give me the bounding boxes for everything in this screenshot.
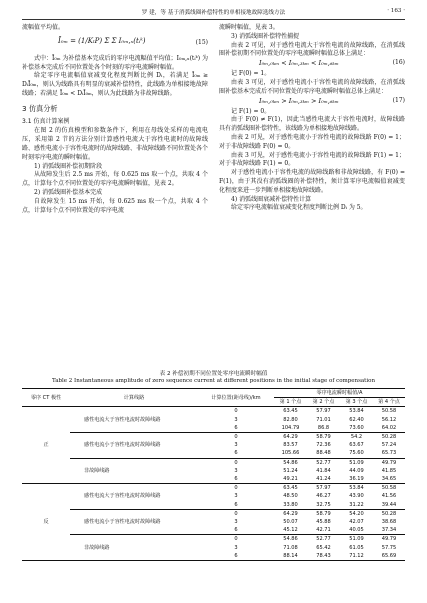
value-cell: 54.86 [274, 458, 307, 467]
value-cell: 61.05 [349, 544, 364, 551]
step-heading: 4) 消弧线圈衰减补偿特性计算 [231, 195, 312, 203]
value-cell: 44.09 [349, 467, 364, 474]
column-header-point-3: 第 3 个点 [340, 398, 373, 407]
value-cell: 65.69 [381, 552, 397, 559]
position-cell: 6 [234, 501, 238, 508]
position-cell: 6 [234, 527, 238, 534]
paragraph: 给定零序电流幅值衰减变化程度判断比例 Dᵢ，若满足 Ī₀ₘ ≥ DᵢĪ₀ₘ，则认为线路具有明显的衰减补偿特性，此线路为单相接地故障线路；若满足 Ī₀ₘ < DᵢĪ₀ₘ，则认为此线路为非故障线路。 [22, 72, 208, 97]
equation-text: I₀ₘ,₀ₖₘ > I₀ₘ,₃ₖₘ > I₀ₘ,₆ₖₘ [259, 96, 339, 105]
value-cell: 58.79 [307, 509, 340, 518]
value-cell: 58.79 [307, 433, 340, 442]
line-cell: 非故障线路 [70, 535, 198, 561]
value-cell: 43.90 [349, 493, 364, 500]
line-cell: 感性电流小于容性电流时故障线路 [70, 433, 198, 459]
paragraph: 在图 2 的仿真模型和参数条件下，利用在母线处采样的电流电压，采用第 2 节的方法分别计算感性电流大于容性电流时的故障线路、感性电流小于容性电流时的故障线路、非故障线路不同位置处各个时刻零序电流的瞬时幅值。 [22, 127, 209, 161]
value-cell: 71.01 [316, 416, 331, 423]
value-cell: 54.20 [340, 509, 373, 518]
paragraph: 由表 2 可见，对于感性电流大于容性电流的故障线路，在消弧线圈补偿初期不同位置处的零序电流瞬时幅值总体上满足： [219, 41, 405, 58]
paragraph: 流幅值平均值。 [22, 24, 65, 31]
page-number: · 163 · [387, 8, 405, 14]
value-cell: 64.29 [274, 433, 307, 442]
value-cell: 57.75 [381, 544, 397, 551]
left-column [22, 24, 208, 215]
position-cell: 3 [234, 544, 238, 551]
paragraph: 从故障发生后 2.5 ms 开始，每 0.625 ms 取一个点，共取 4 个点，计算每个点不同位置处的零序电流瞬时幅值，见表 2。 [22, 171, 208, 188]
value-cell: 42.07 [349, 519, 364, 526]
table-title-en: Table 2 Instantaneous amplitude of zero sequence current at different positions in the initial stage of compensation [51, 378, 375, 384]
value-cell: 72.36 [316, 442, 331, 449]
value-cell: 52.77 [307, 535, 340, 544]
paragraph: 由于 F(0) ≠ F(1)，因此当感性电流大于容性电流时，故障线路具有消弧线圈补偿特性，该线路为单相接地故障线路。 [219, 116, 405, 133]
running-header-title: 罗 建，等 基于消弧线圈补偿特性的单相接地故障选线方法 [141, 10, 286, 16]
position-cell: 6 [234, 424, 238, 431]
position-cell: 0 [198, 484, 274, 493]
position-cell: 3 [234, 467, 238, 474]
paragraph: 记 F(1) = 0。 [231, 107, 271, 115]
equation-17 [219, 97, 405, 108]
equation-16 [219, 59, 405, 70]
polarity-cell: 正 [43, 442, 49, 449]
equation-number: (17) [392, 96, 405, 104]
subsection-heading: 3.1 仿真计算案例 [22, 117, 70, 125]
value-cell: 56.12 [381, 416, 397, 423]
value-cell: 53.84 [349, 408, 364, 415]
paragraph: 自故障发生 15 ms 开始，每 0.625 ms 取一个点，共取 4 个点，计算每个点不同位置处的零序电流 [22, 197, 208, 214]
line-cell: 感性电流大于容性电流时故障线路 [84, 416, 161, 423]
value-cell: 62.40 [349, 416, 364, 423]
line-cell: 感性电流大于容性电流时故障线路 [70, 484, 198, 510]
paragraph: 对于感性电流小于容性电流的故障线路和非故障线路，有 F(0) = F(1)，由于其没有消弧线圈的补偿特性，须计算零序电流幅值衰减变化程度来进一步判断单相接地故障线路。 [219, 169, 405, 194]
table-body [22, 407, 405, 561]
section-heading: 3 仿真分析 [22, 103, 58, 113]
position-cell: 3 [234, 493, 238, 500]
value-cell: 51.09 [340, 458, 373, 467]
step-heading: 3) 消弧线圈补偿特性捕捉 [231, 32, 300, 40]
value-cell: 49.21 [283, 476, 298, 483]
column-header-amplitude: 零序电流瞬时幅值/A [274, 389, 405, 398]
table-title-cn: 表 2 补偿初期不同位置处零序电流瞬时幅值 [159, 371, 268, 377]
value-cell: 48.50 [283, 493, 298, 500]
value-cell: 38.68 [381, 519, 397, 526]
value-cell: 86.8 [317, 424, 330, 431]
paragraph: 流瞬时幅值，见表 3。 [219, 24, 279, 31]
value-cell: 31.22 [349, 501, 364, 508]
value-cell: 105.66 [281, 450, 300, 457]
value-cell: 53.84 [340, 484, 373, 493]
value-cell: 63.45 [274, 484, 307, 493]
value-cell: 41.24 [316, 476, 331, 483]
value-cell: 57.97 [307, 484, 340, 493]
paragraph: 给定零序电流幅值衰减变化程度判断比例 Dᵢ 为 5。 [231, 204, 367, 212]
position-cell: 3 [234, 519, 238, 526]
value-cell: 41.84 [316, 467, 331, 474]
value-cell: 45.12 [283, 527, 298, 534]
value-cell: 83.57 [283, 442, 298, 449]
value-cell: 49.79 [373, 458, 405, 467]
polarity-cell: 反 [22, 484, 70, 561]
value-cell: 71.08 [283, 544, 298, 551]
value-cell: 50.28 [373, 433, 405, 442]
position-cell: 3 [234, 416, 238, 423]
paragraph: 由表 3 可见，对于感性电流小于容性电流的故障线路，在消弧线圈补偿基本完成后不同位置处的零序电流瞬时幅值总体上满足： [219, 78, 405, 95]
value-cell: 63.67 [349, 442, 364, 449]
value-cell: 42.71 [316, 527, 331, 534]
position-cell: 0 [198, 535, 274, 544]
column-header-polarity: 零序 CT 极性 [22, 389, 70, 407]
equation-number: (15) [195, 38, 208, 46]
position-cell: 6 [234, 450, 238, 457]
position-cell: 0 [234, 408, 238, 415]
value-cell: 50.58 [381, 408, 397, 415]
value-cell: 52.77 [307, 458, 340, 467]
paragraph: 由表 3 可见，对于感性电流小于容性电流的故障线路 F(1) = 1；对于非故障线路 F(1) = 0。 [219, 151, 405, 168]
value-cell: 57.24 [381, 442, 397, 449]
value-cell: 57.97 [316, 408, 331, 415]
column-header-position: 计算位置(距母线)/km [198, 389, 274, 407]
equation-15 [22, 35, 208, 53]
value-cell: 36.19 [349, 476, 364, 483]
value-cell: 49.79 [373, 535, 405, 544]
line-cell: 非故障线路 [70, 458, 198, 484]
value-cell: 34.65 [381, 476, 397, 483]
value-cell: 50.28 [373, 509, 405, 518]
value-cell: 37.34 [381, 527, 397, 534]
value-cell: 50.58 [373, 484, 405, 493]
equation-number: (16) [392, 59, 405, 67]
column-header-point-2: 第 2 个点 [307, 398, 340, 407]
value-cell: 65.42 [316, 544, 331, 551]
value-cell: 50.07 [283, 519, 298, 526]
value-cell: 73.60 [349, 424, 364, 431]
value-cell: 51.24 [283, 467, 298, 474]
value-cell: 78.43 [316, 552, 331, 559]
value-cell: 51.09 [340, 535, 373, 544]
value-cell: 41.56 [381, 493, 397, 500]
header-rule [22, 19, 405, 20]
data-table [22, 388, 405, 561]
value-cell: 45.88 [316, 519, 331, 526]
paragraph: 式中：Ī₀ₘ 为补偿基本完成后的零序电流幅值平均值；I₀ₘ,ₓ(tᵢᵏ) 为补偿基本完成后不同位置处各个时刻的零序电流瞬时幅值。 [22, 54, 208, 71]
line-cell: 感性电流小于容性电流时故障线路 [70, 509, 198, 535]
value-cell: 64.02 [381, 424, 397, 431]
position-cell: 3 [234, 442, 238, 449]
value-cell: 64.29 [274, 509, 307, 518]
position-cell: 6 [234, 476, 238, 483]
position-cell: 0 [198, 509, 274, 518]
column-header-point-1: 第 1 个点 [274, 398, 307, 407]
paragraph: 由表 2 可见，对于感性电流小于容性电流的故障线路 F(0) = 1；对于非故障线路 F(0) = 0。 [219, 133, 405, 150]
value-cell: 82.80 [283, 416, 298, 423]
value-cell: 46.27 [316, 493, 331, 500]
right-column [219, 24, 405, 213]
value-cell: 33.80 [283, 501, 298, 508]
value-cell: 88.14 [283, 552, 298, 559]
position-cell: 0 [198, 458, 274, 467]
value-cell: 39.44 [381, 501, 397, 508]
paragraph: 记 F(0) = 1。 [231, 70, 271, 78]
value-cell: 32.75 [316, 501, 331, 508]
value-cell: 63.45 [283, 408, 298, 415]
value-cell: 41.85 [381, 467, 397, 474]
equation-text: I₀ₘ,₀ₖₘ < I₀ₘ,₃ₖₘ < I₀ₘ,₆ₖₘ [259, 59, 339, 68]
position-cell: 0 [198, 433, 274, 442]
step-heading: 1) 消弧线圈补偿初期阶段 [34, 162, 103, 170]
column-header-line: 计算线路 [70, 389, 198, 407]
value-cell: 40.05 [349, 527, 364, 534]
position-cell: 6 [234, 552, 238, 559]
step-heading: 2) 消弧线圈补偿基本完成 [34, 188, 103, 196]
value-cell: 65.73 [381, 450, 397, 457]
value-cell: 71.12 [349, 552, 364, 559]
value-cell: 54.86 [274, 535, 307, 544]
value-cell: 75.60 [349, 450, 364, 457]
value-cell: 104.79 [281, 424, 300, 431]
value-cell: 88.48 [316, 450, 331, 457]
value-cell: 54.2 [340, 433, 373, 442]
equation-text: Ī₀ₘ = (1/KₗP) Σ Σ I₀ₘ,ₓ(tᵢᵏ) [58, 36, 146, 45]
column-header-point-4: 第 4 个点 [373, 398, 405, 407]
